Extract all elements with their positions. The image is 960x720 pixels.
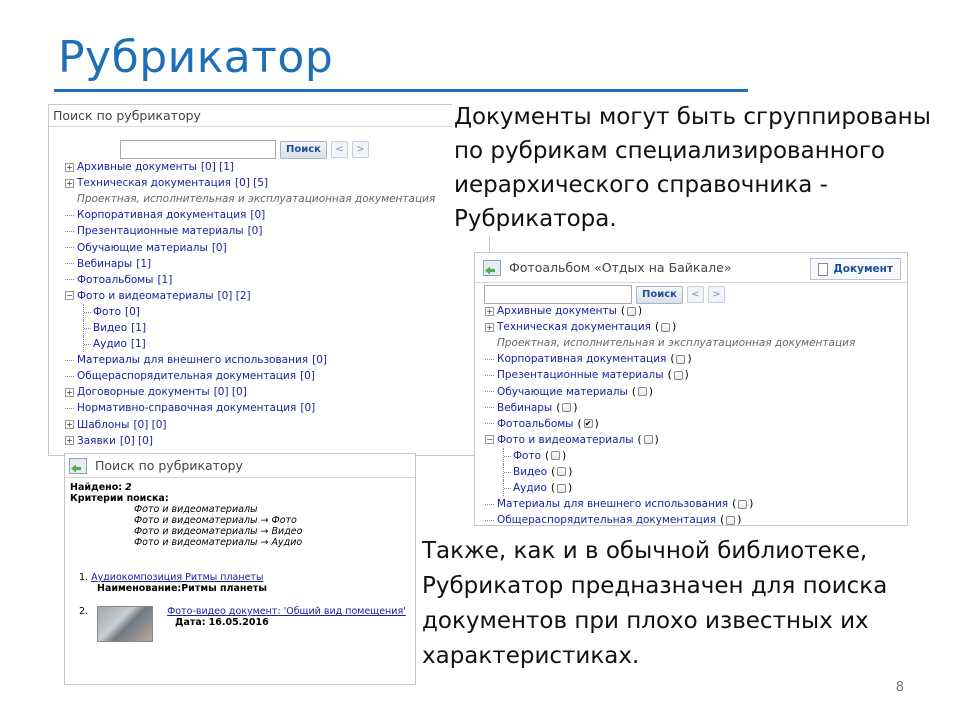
tree-connector (485, 359, 494, 360)
result-thumbnail[interactable] (97, 606, 153, 642)
tree-item-link[interactable]: Архивные документы (77, 161, 197, 174)
search-results-panel (64, 453, 416, 685)
tree-item (65, 223, 435, 239)
criteria-item: Фото и видеоматериалы → Видео (134, 526, 303, 537)
tree-item (65, 256, 435, 272)
slide-title: Рубрикатор (58, 32, 334, 83)
checkbox[interactable] (738, 500, 747, 509)
tree-item (65, 304, 435, 320)
tree-item (65, 433, 435, 449)
tree-item-link[interactable]: Общераспорядительная документация (77, 370, 297, 383)
expand-icon[interactable]: + (66, 436, 73, 446)
found-label: Найдено: (70, 482, 123, 493)
tree-item-counts[interactable]: [0] (300, 402, 316, 415)
tree-item-link[interactable]: Архивные документы (497, 305, 617, 318)
tree-item-counts[interactable]: [0] (211, 241, 227, 254)
tree-connector (65, 263, 74, 264)
tree-item (65, 239, 435, 255)
photo-album-panel (474, 252, 908, 526)
tree-item-link[interactable]: Обучающие материалы (77, 241, 208, 254)
tree-item-link[interactable]: Обучающие материалы (497, 385, 628, 398)
tree-connector (485, 375, 494, 376)
tree-item (65, 175, 435, 191)
tree-connector (485, 504, 494, 505)
rubricator-search-panel (48, 104, 490, 456)
tree-item-link[interactable]: Материалы для внешнего использования (497, 498, 729, 511)
tree-item-checkbox-wrap: ( ) (732, 498, 754, 511)
tree-item-counts[interactable]: [0] (300, 370, 315, 383)
tree-item-link[interactable]: Видео (513, 465, 548, 478)
tree-item-checkbox-wrap: ( ) (631, 385, 654, 398)
checkbox[interactable] (638, 387, 647, 396)
tree-connector (65, 376, 74, 377)
tree-item-checkbox-wrap: ( ) (667, 369, 689, 382)
panel-header (65, 454, 415, 478)
tree-item-counts[interactable]: [0] [0] (213, 386, 247, 399)
tree-item-counts[interactable]: [0] [2] (217, 289, 251, 302)
folder-back-icon[interactable] (483, 259, 503, 277)
result-number: 1. (79, 572, 89, 583)
tree-item-checkbox-wrap: ( ) (720, 514, 742, 526)
tree-item (65, 400, 435, 416)
tree-item-checkbox-wrap: ( ) (556, 401, 578, 414)
tree-item (65, 207, 435, 223)
tree-item-link[interactable]: Презентационные материалы (497, 369, 664, 382)
tree-item-link[interactable]: Фото и видеоматериалы (77, 289, 214, 302)
tree-item-checkbox-wrap: ( ✔ ) (577, 417, 599, 430)
panel-title: Поиск по рубрикатору (95, 458, 243, 473)
tree-item (485, 480, 855, 496)
tree-item-link[interactable]: Корпоративная документация (497, 353, 667, 366)
tree-connector (485, 391, 494, 392)
tree-item (485, 448, 855, 464)
checkbox[interactable] (644, 435, 653, 444)
tree-item (65, 384, 435, 400)
tree-item-link[interactable]: Нормативно-справочная документация (77, 402, 297, 415)
tree-item-checkbox-wrap: ( ) (654, 321, 677, 334)
checkbox[interactable] (557, 467, 566, 476)
tree-item-counts[interactable]: [0] [1] (200, 161, 235, 174)
tree-connector (503, 448, 510, 464)
tree-item-link[interactable]: Общераспорядительная документация (497, 514, 717, 526)
checkbox[interactable] (551, 451, 560, 460)
tree-item (485, 319, 855, 335)
prev-button[interactable]: < (331, 141, 348, 158)
tree-item-counts[interactable]: [1] (157, 273, 173, 286)
tree-item (65, 417, 435, 433)
tree-item-link[interactable]: Договорные документы (77, 386, 210, 399)
detail-value: Ритмы планеты (181, 583, 268, 594)
search-button[interactable]: Поиск (280, 141, 327, 159)
tree-item-link[interactable]: Презентационные материалы (77, 225, 244, 238)
search-row (120, 140, 369, 159)
prev-button[interactable]: < (687, 286, 704, 303)
tree-item (485, 335, 855, 351)
tree-item (485, 416, 855, 432)
tree-item (485, 303, 855, 319)
checkbox[interactable] (674, 371, 683, 380)
tree-item-note: Проектная, исполнительная и эксплуатационная документация (77, 193, 436, 206)
tree-item-link[interactable]: Вебинары (77, 257, 133, 270)
collapse-icon[interactable]: − (66, 291, 73, 301)
tree-item-link[interactable]: Аудио (93, 338, 127, 351)
expand-icon[interactable]: + (486, 306, 493, 316)
tree-item-counts[interactable]: [0] [0] (133, 418, 167, 431)
folder-back-icon[interactable] (69, 457, 89, 475)
criteria-item: Фото и видеоматериалы → Фото (134, 515, 297, 526)
tree-connector (503, 480, 510, 496)
checkbox-checked[interactable]: ✔ (584, 419, 592, 429)
tree-item (485, 432, 855, 448)
tree-connector (83, 304, 90, 320)
tree-connector (65, 360, 74, 361)
tree-item (65, 288, 435, 304)
tree-connector (503, 464, 510, 480)
tree-item-checkbox-wrap: ( ) (545, 449, 567, 462)
tree-item-link[interactable]: Фотоальбомы (77, 273, 154, 286)
document-tab[interactable] (810, 258, 901, 280)
criteria-item: Фото и видеоматериалы (134, 504, 258, 515)
panel-title: Фотоальбом «Отдых на Байкале» (509, 260, 732, 275)
rubric-tree (65, 159, 435, 449)
search-summary (70, 482, 302, 548)
criteria-item: Фото и видеоматериалы → Аудио (134, 537, 303, 548)
tree-item-counts[interactable]: [0] (247, 225, 263, 238)
result-detail (79, 583, 406, 594)
result-link[interactable]: Фото-видео документ: 'Общий вид помещения' (167, 606, 406, 617)
tree-item-link[interactable]: Техническая документация (77, 177, 231, 190)
expand-icon[interactable]: + (66, 178, 73, 188)
tree-item (65, 352, 435, 368)
tree-item-counts[interactable]: [1] (131, 321, 147, 334)
expand-icon[interactable]: + (66, 162, 73, 172)
result-link[interactable]: Аудиокомпозиция Ритмы планеты (91, 572, 264, 583)
detail-value: 16.05.2016 (208, 617, 269, 628)
tree-connector (65, 231, 74, 232)
tree-item-link[interactable]: Аудио (513, 482, 547, 495)
tree-item-counts[interactable]: [0] [5] (234, 177, 269, 190)
tree-item (65, 336, 435, 352)
tree-connector (83, 336, 90, 352)
tree-item (485, 383, 855, 399)
tree-item-link[interactable]: Техническая документация (497, 321, 651, 334)
result-item (79, 572, 406, 583)
description-text: Также, как и в обычной библиотеке, Рубрикатор предназначен для поиска документов при плохо известных их характеристиках. (422, 538, 888, 669)
page-number: 8 (895, 680, 904, 695)
tree-item-link[interactable]: Корпоративная документация (77, 209, 247, 222)
document-icon (818, 263, 828, 276)
tree-item-link[interactable]: Заявки (77, 434, 116, 447)
checkbox[interactable] (557, 484, 566, 493)
tree-connector (485, 407, 494, 408)
tree-item-note: Проектная, исполнительная и эксплуатационная документация (497, 337, 856, 350)
tree-connector (65, 247, 74, 248)
tree-item-counts[interactable]: [0] (250, 209, 266, 222)
panel-title: Поиск по рубрикатору (49, 105, 489, 127)
expand-icon[interactable]: + (66, 420, 73, 430)
expand-icon[interactable]: + (486, 322, 493, 332)
document-tab-label: Документ (833, 263, 893, 275)
checkbox[interactable] (661, 323, 670, 332)
tree-item (65, 368, 435, 384)
tree-item-counts[interactable]: [0] (125, 305, 140, 318)
tree-item (65, 191, 435, 207)
checkbox[interactable] (562, 403, 571, 412)
result-number: 2. (79, 606, 89, 617)
tree-item-counts[interactable]: [1] (136, 257, 152, 270)
search-button[interactable]: Поиск (636, 286, 683, 304)
tree-item-checkbox-wrap: ( ) (620, 305, 643, 318)
tree-item (485, 464, 855, 480)
tree-connector (65, 279, 74, 280)
next-button[interactable]: > (708, 286, 725, 303)
tree-item-link[interactable]: Фото и видеоматериалы (497, 433, 634, 446)
tree-item (485, 367, 855, 383)
tree-connector (65, 408, 74, 409)
next-button[interactable]: > (352, 141, 369, 158)
title-underline (54, 89, 748, 92)
collapse-icon[interactable]: − (486, 435, 493, 445)
description-text: Документы могут быть сгруппированы по рубрикам специализированного иерархического справочника - Рубрикатора. (452, 100, 952, 236)
tree-item (65, 320, 435, 336)
found-count: 2 (125, 482, 132, 493)
tree-item (485, 351, 855, 367)
tree-item (485, 512, 855, 526)
tree-item-checkbox-wrap: ( ) (550, 482, 573, 495)
rubric-tree (485, 303, 855, 526)
tree-connector (65, 215, 74, 216)
tree-connector (83, 320, 90, 336)
tree-item-counts[interactable]: [0] [0] (119, 434, 153, 447)
tree-item-checkbox-wrap: ( ) (670, 353, 692, 366)
tree-item (65, 272, 435, 288)
search-input[interactable] (120, 140, 276, 159)
search-row (484, 285, 725, 304)
checkbox[interactable] (627, 307, 636, 316)
tree-item-counts[interactable]: [1] (130, 338, 146, 351)
search-input[interactable] (484, 285, 632, 304)
tree-item (65, 159, 435, 175)
expand-icon[interactable]: + (66, 387, 73, 397)
tree-item-link[interactable]: Фото (513, 449, 542, 462)
tree-item-link[interactable]: Вебинары (497, 401, 553, 414)
tree-item-link[interactable]: Фотоальбомы (497, 417, 574, 430)
tree-item-counts[interactable]: [0] (312, 354, 327, 367)
tree-item-checkbox-wrap: ( ) (637, 433, 659, 446)
tree-item-checkbox-wrap: ( ) (551, 465, 573, 478)
tree-item-link[interactable]: Шаблоны (77, 418, 130, 431)
tree-item-link[interactable]: Материалы для внешнего использования (77, 354, 309, 367)
detail-label: Наименование: (97, 583, 182, 594)
detail-label: Дата: (175, 617, 206, 628)
tree-connector (485, 423, 494, 424)
checkbox[interactable] (726, 516, 735, 525)
tree-item (485, 496, 855, 512)
tree-item-link[interactable]: Фото (93, 305, 122, 318)
tree-item-link[interactable]: Видео (93, 321, 128, 334)
tree-connector (485, 520, 494, 521)
criteria-label: Критерии поиска: (70, 493, 169, 504)
checkbox[interactable] (676, 355, 685, 364)
tree-item (485, 400, 855, 416)
